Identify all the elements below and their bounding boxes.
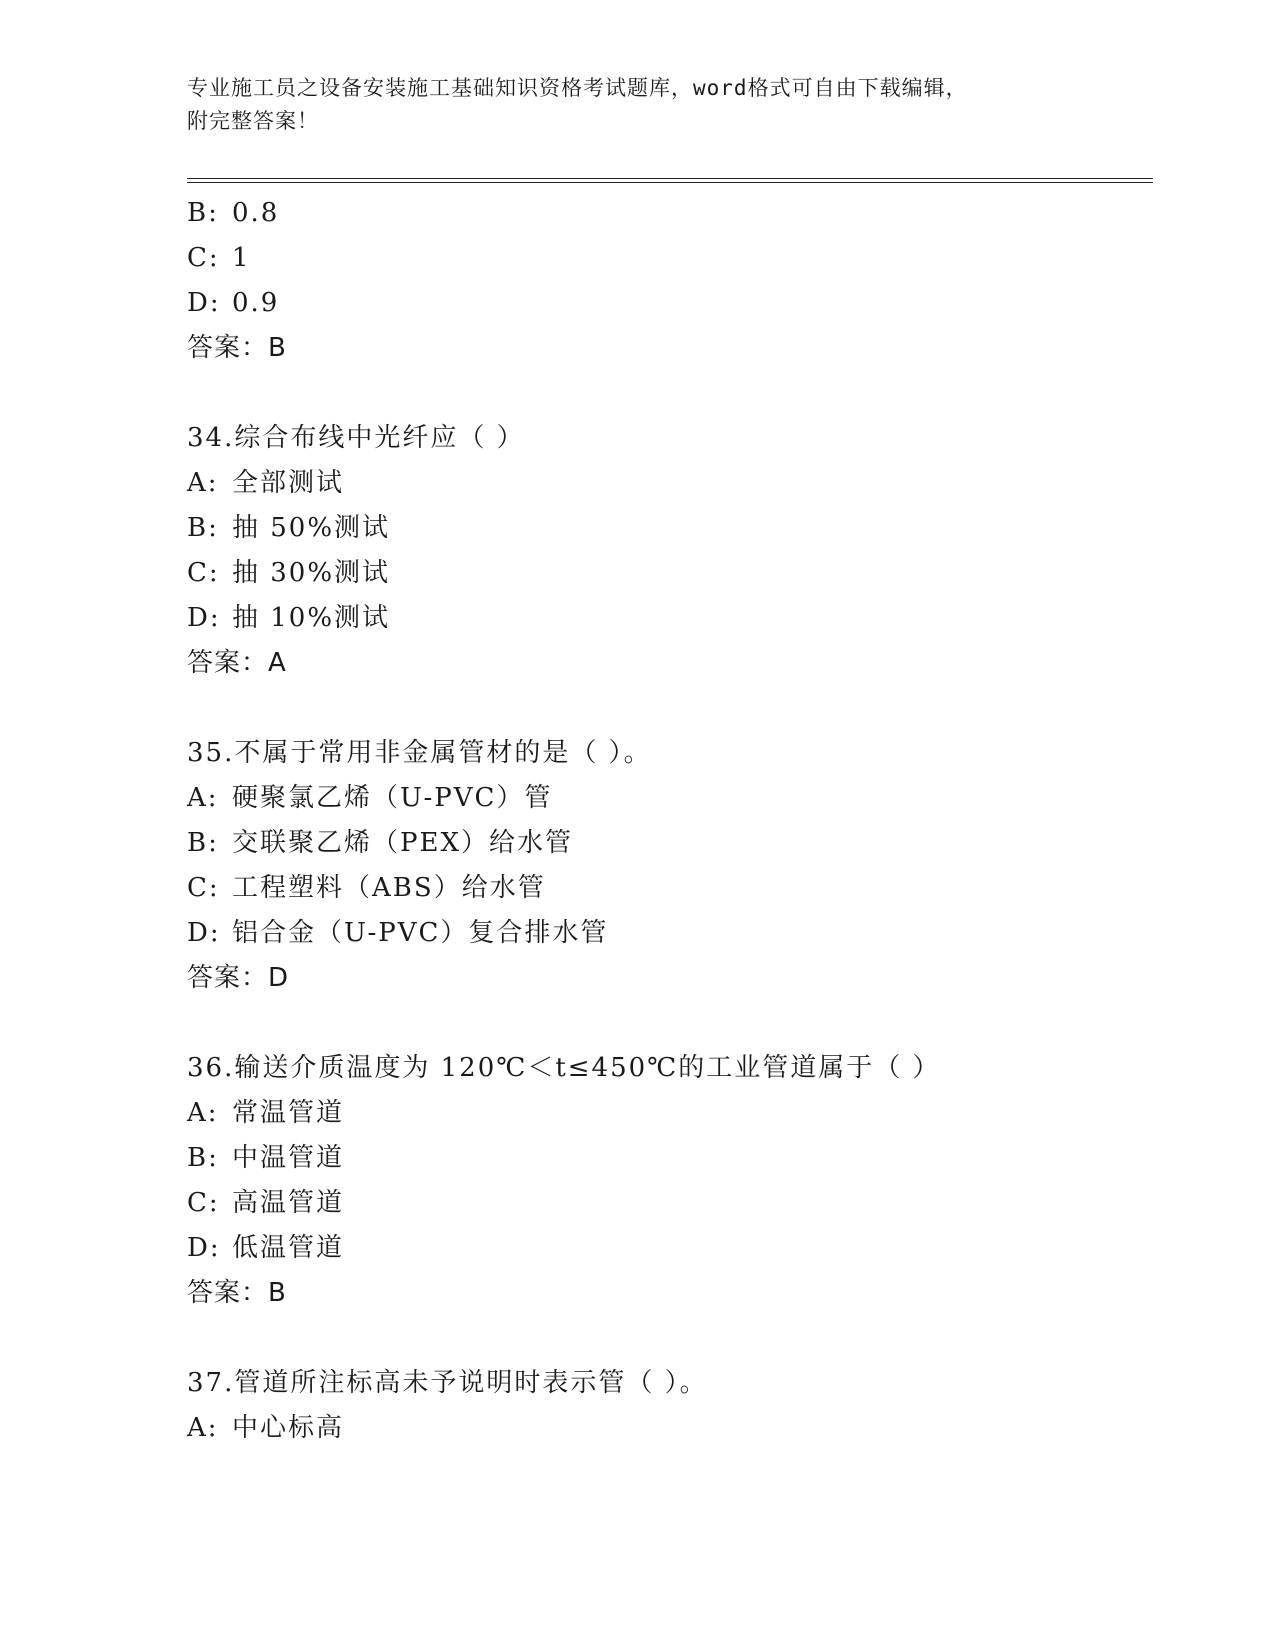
question-stem: 36.输送介质温度为 120℃＜t≤450℃的工业管道属于（ ） <box>187 1053 941 1083</box>
option-line <box>187 828 573 858</box>
option-text: 高温管道 <box>232 1188 345 1218</box>
answer-line: 答案：A <box>187 648 287 678</box>
header-line-1: 专业施工员之设备安装施工基础知识资格考试题库，word格式可自由下载编辑， <box>187 76 968 100</box>
option-label: D: <box>187 603 221 633</box>
option-label: B: <box>187 828 219 858</box>
option-line <box>187 783 552 813</box>
option-label: D: <box>187 1233 221 1263</box>
option-text: 抽 30%测试 <box>232 558 391 588</box>
option-line <box>187 198 279 228</box>
option-text: 铝合金（U-PVC）复合排水管 <box>232 918 609 948</box>
header-line-2: 附完整答案！ <box>187 109 319 133</box>
option-label: B: <box>187 1143 219 1173</box>
option-line <box>187 288 279 318</box>
option-line <box>187 468 344 498</box>
option-text: 硬聚氯乙烯（U-PVC）管 <box>232 783 553 813</box>
option-text: 中温管道 <box>232 1143 345 1173</box>
option-text: 低温管道 <box>232 1233 345 1263</box>
option-text: 抽 50%测试 <box>232 513 391 543</box>
answer-line: 答案：B <box>187 1278 287 1308</box>
option-line <box>187 1413 344 1443</box>
option-label: A: <box>187 1098 219 1128</box>
option-label: C: <box>187 558 220 588</box>
document-header <box>187 72 1067 138</box>
option-label: C: <box>187 243 220 273</box>
option-label: A: <box>187 468 219 498</box>
answer-line: 答案：D <box>187 963 290 993</box>
option-text: 中心标高 <box>232 1413 345 1443</box>
option-line <box>187 873 546 903</box>
option-label: B: <box>187 513 219 543</box>
question-stem: 34.综合布线中光纤应（ ） <box>187 423 525 453</box>
question-stem: 35.不属于常用非金属管材的是（ ）。 <box>187 738 652 768</box>
option-line <box>187 918 608 948</box>
option-label: C: <box>187 873 220 903</box>
option-text: 常温管道 <box>232 1098 345 1128</box>
option-text: 1 <box>232 243 251 273</box>
option-text: 交联聚乙烯（PEX）给水管 <box>232 828 573 858</box>
option-text: 抽 10%测试 <box>232 603 391 633</box>
option-text: 0.8 <box>232 198 280 228</box>
option-line <box>187 1143 344 1173</box>
option-text: 工程塑料（ABS）给水管 <box>232 873 546 903</box>
header-divider-bottom <box>187 182 1153 183</box>
option-line <box>187 1188 344 1218</box>
option-line <box>187 513 390 543</box>
option-line <box>187 243 251 273</box>
option-text: 0.9 <box>232 288 280 318</box>
header-divider-top <box>187 178 1153 179</box>
option-label: C: <box>187 1188 220 1218</box>
option-label: D: <box>187 288 221 318</box>
answer-line: 答案：B <box>187 333 287 363</box>
option-label: A: <box>187 1413 219 1443</box>
option-label: A: <box>187 783 219 813</box>
option-line <box>187 1098 344 1128</box>
question-stem: 37.管道所注标高未予说明时表示管（ ）。 <box>187 1368 708 1398</box>
option-label: D: <box>187 918 221 948</box>
option-line <box>187 1233 344 1263</box>
option-label: B: <box>187 198 219 228</box>
option-line <box>187 603 390 633</box>
option-line <box>187 558 390 588</box>
option-text: 全部测试 <box>232 468 345 498</box>
